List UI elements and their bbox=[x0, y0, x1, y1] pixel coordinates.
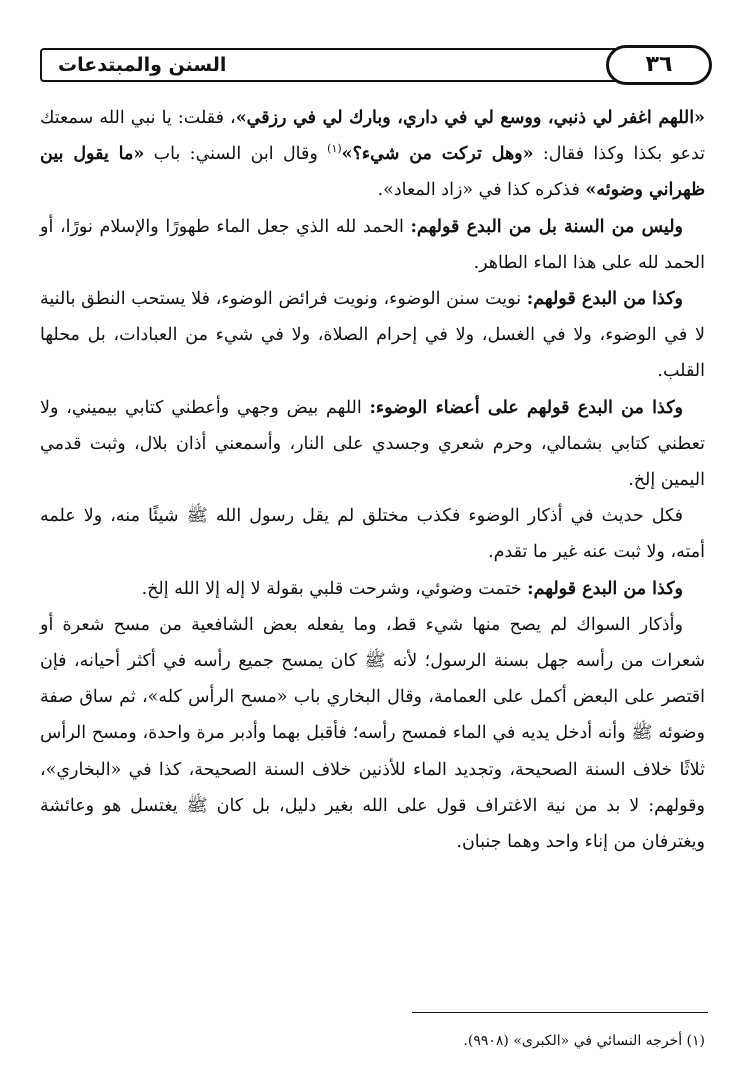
paragraph bbox=[40, 498, 705, 570]
text-run: اللهم بيض وجهي وأعطني كتابي بيميني، ولا تعطني كتابي بشمالي، وحرم شعري وجسدي على النار، وأسمعني أذان بلال، وثبت قدمي اليمين إلخ. bbox=[40, 397, 705, 491]
text-run: نويت سنن الوضوء، ونويت فرائض الوضوء، فلا يستحب النطق بالنية لا في الوضوء، ولا في الغسل، ولا في إحرام الصلاة، ولا في شيء من العبادات، بل محلها القلب. bbox=[40, 289, 705, 382]
paragraph bbox=[40, 607, 705, 860]
bold-phrase: وكذا من البدع قولهم: bbox=[527, 578, 683, 599]
text-run: الحمد لله الذي جعل الماء طهورًا والإسلام نورًا، أو الحمد لله على هذا الماء الطاهر. bbox=[40, 216, 705, 273]
text-run: وأذكار السواك لم يصح منها شيء قط، وما يفعله بعض الشافعية من مسح شعرة أو شعرات من رأسه جهل بسنة الرسول؛ لأنه ﷺ كان يمسح جميع رأسه في أكثر أحيانه، فإن اقتصر على البعض أكمل على العمامة، وقال البخاري باب «مسح الرأس كله»، ثم ساق صفة وضوئه ﷺ وأنه أدخل يديه في الماء فمسح رأسه؛ فأقبل بهما وأدبر مرة واحدة، ومسح الرأس ثلاثًا خلاف السنة الصحيحة، وتجديد الماء للأذنين خلاف السنة الصحيحة، كذا في «البخاري»، وقولهم: لا بد من نية الاغتراف قول على الله بغير دليل، بل كان ﷺ يغتسل هو وعائشة ويغترفان من إناء واحد وهما جنبان. bbox=[40, 614, 705, 853]
page-number-badge bbox=[606, 45, 712, 85]
bold-phrase: «وهل تركت من شيء؟» bbox=[341, 144, 534, 165]
text-run: ، فقلت: يا نبي الله سمعتك تدعو بكذا وكذا فقال: bbox=[40, 108, 706, 165]
footnote-ref: (١) bbox=[327, 142, 342, 156]
bold-phrase: وكذا من البدع قولهم: bbox=[526, 289, 683, 310]
bold-phrase: وليس من السنة بل من البدع قولهم: bbox=[410, 216, 683, 237]
paragraph bbox=[40, 281, 705, 390]
footnote-divider bbox=[412, 1012, 708, 1013]
paragraph bbox=[40, 100, 705, 209]
bold-phrase: «ما يقول بين ظهراني وضوئه» bbox=[40, 144, 705, 201]
running-title: السنن والمبتدعات bbox=[58, 54, 227, 76]
text-run: فذكره كذا في «زاد المعاد». bbox=[377, 180, 586, 201]
text-run: ختمت وضوئي، وشرحت قلبي بقولة لا إله إلا الله إلخ. bbox=[141, 578, 528, 599]
footnote: (١) أخرجه النسائي في «الكبرى» (٩٩٠٨). bbox=[463, 1033, 705, 1049]
paragraph bbox=[40, 209, 705, 281]
paragraph bbox=[40, 571, 705, 607]
page-number: ٣٦ bbox=[645, 52, 673, 77]
page-header bbox=[40, 42, 708, 86]
bold-phrase: وكذا من البدع قولهم على أعضاء الوضوء: bbox=[369, 397, 683, 418]
body-text bbox=[40, 100, 705, 860]
bold-phrase: «اللهم اغفر لي ذنبي، ووسع لي في داري، وبارك لي في رزقي» bbox=[235, 108, 705, 128]
text-run: وقال ابن السني: باب bbox=[144, 144, 328, 165]
text-run: فكل حديث في أذكار الوضوء فكذب مختلق لم يقل رسول الله ﷺ شيئًا منه، ولا علمه أمته، ولا ثبت عنه غير ما تقدم. bbox=[40, 506, 705, 563]
paragraph bbox=[40, 390, 705, 499]
